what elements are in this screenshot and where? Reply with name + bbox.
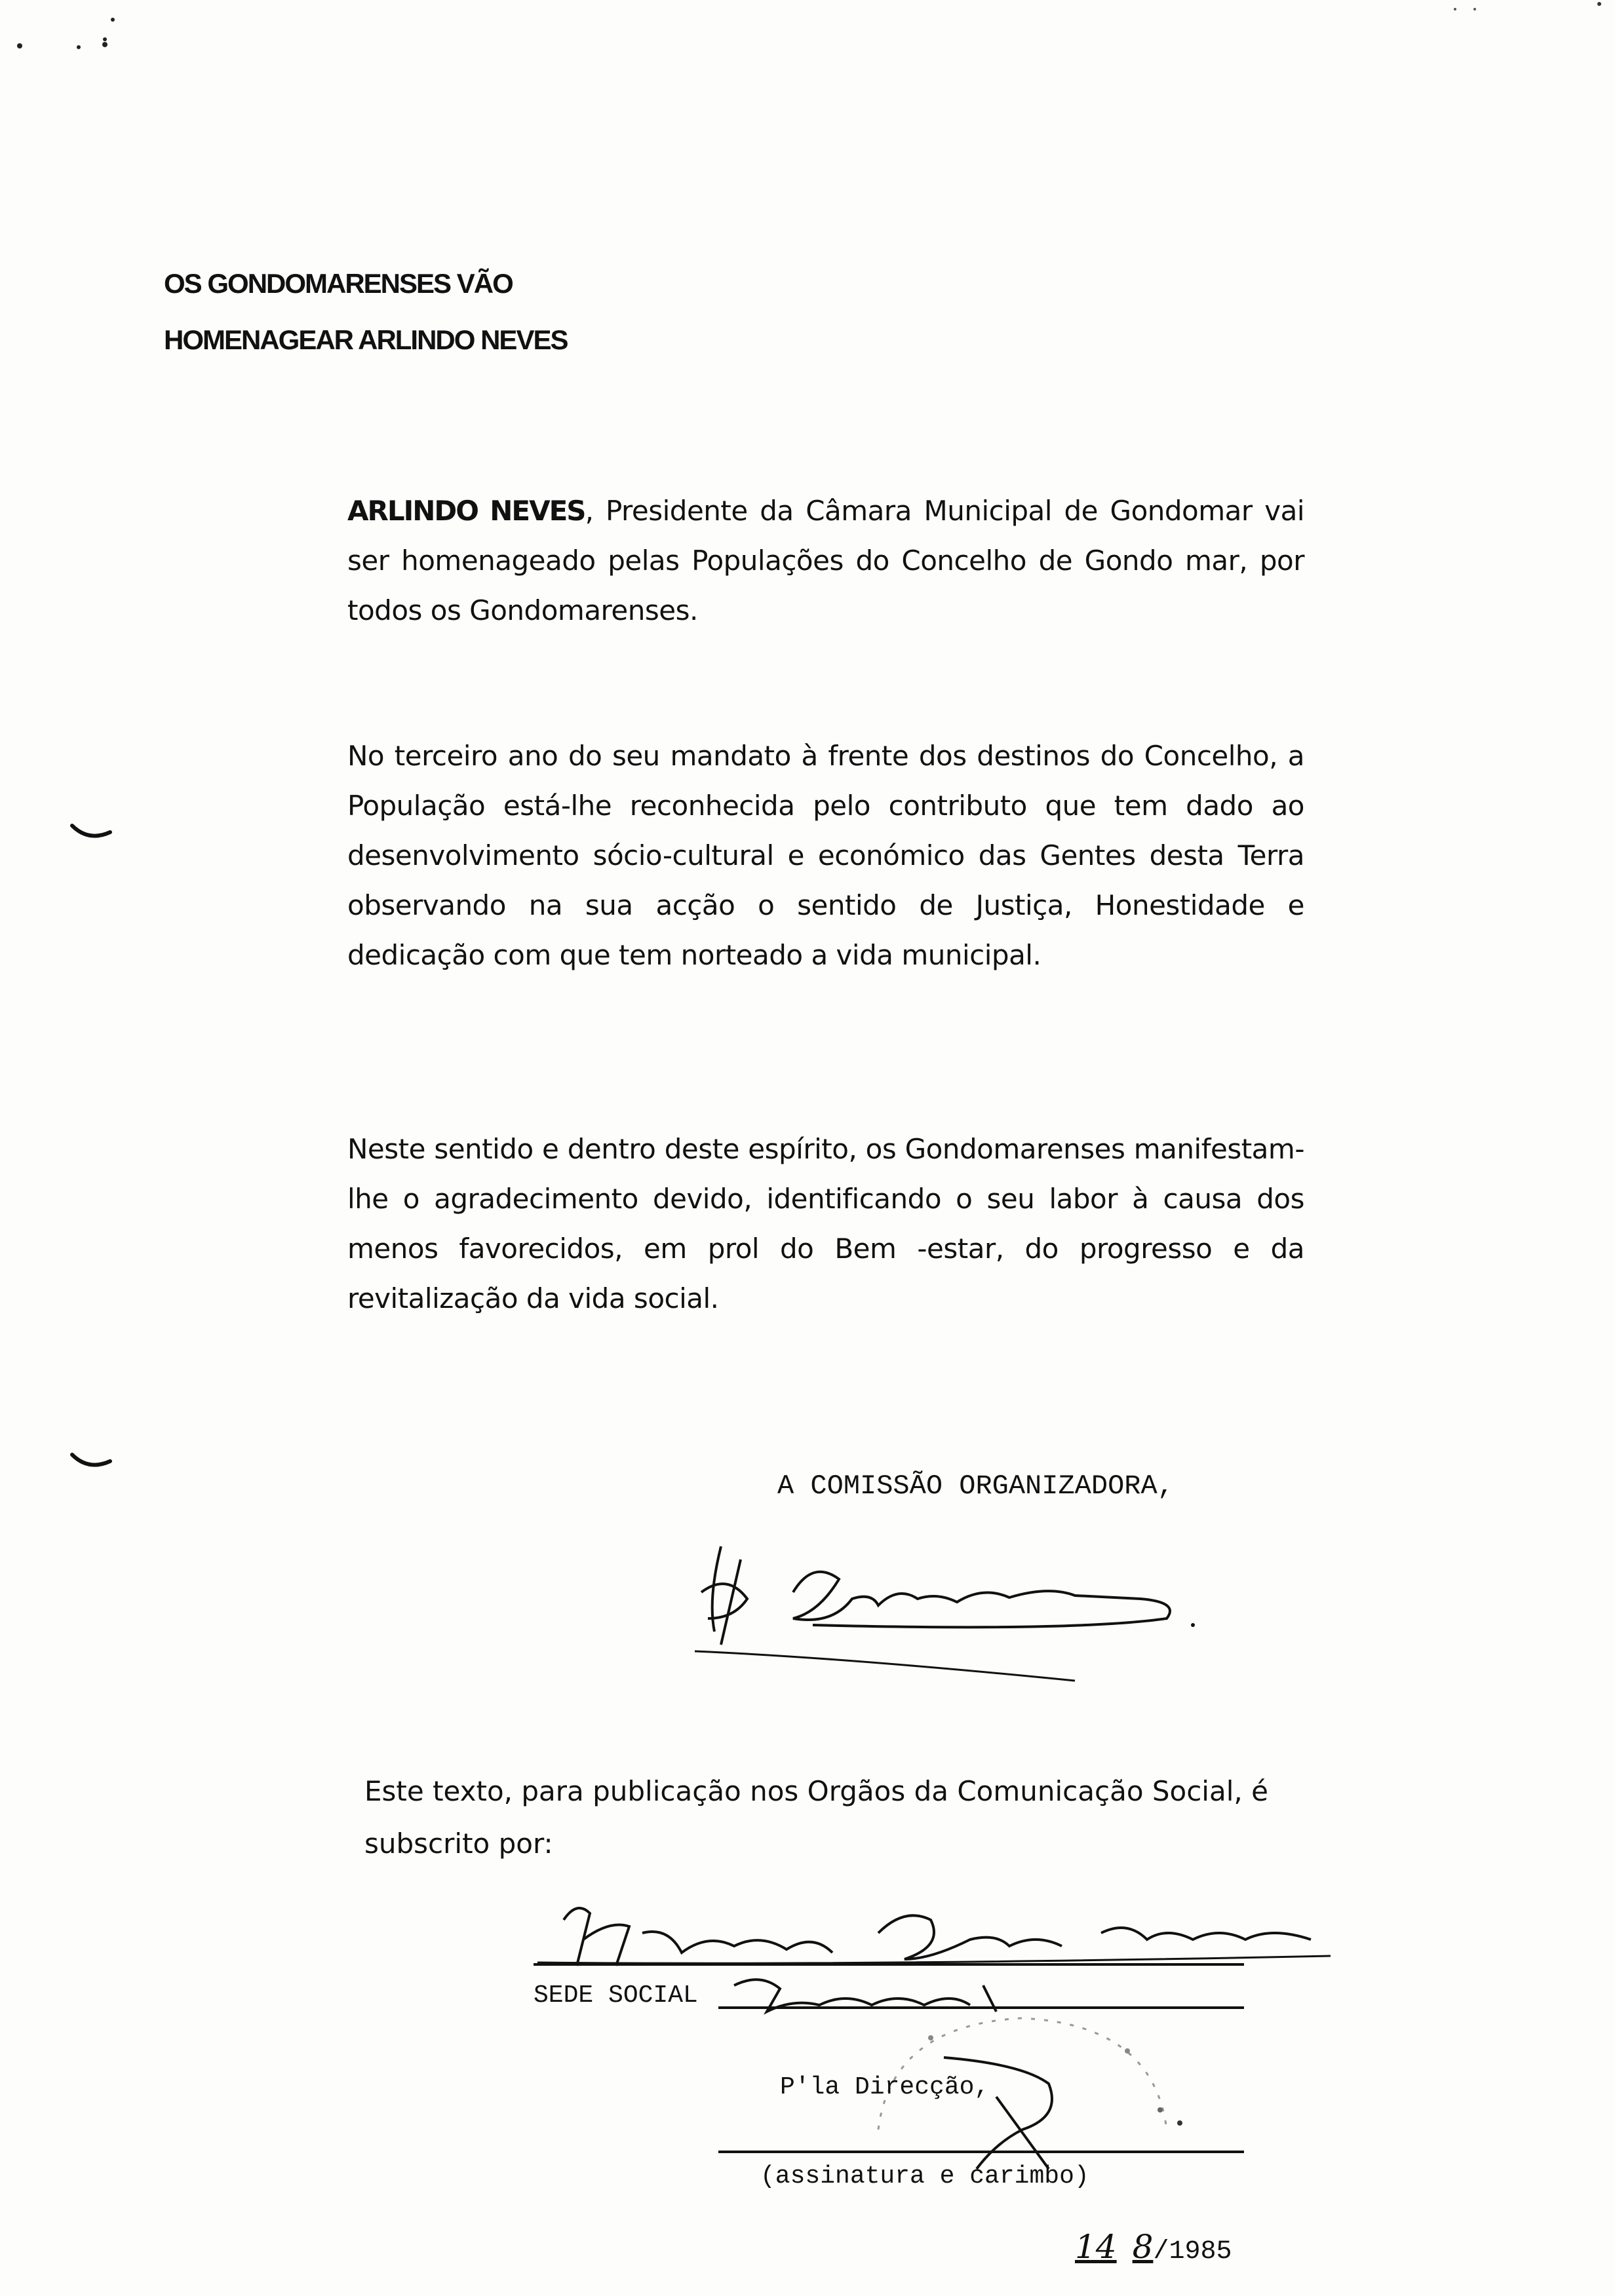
headline-line-1: OS GONDOMARENSES VÃO (164, 268, 513, 299)
committee-label: A COMISSÃO ORGANIZADORA, (777, 1470, 1174, 1502)
footer-text: Este texto, para publicação nos Orgãos da Comunicação Social, é subscrito por: (364, 1775, 1268, 1860)
paragraph-announcement-body: , Presidente da Câmara Municipal de Gondomar vai ser homenageado pelas Populações do Concelho de Gondo mar, por todos os Gondomarenses. (347, 495, 1304, 626)
paragraph-gratitude-body: Neste sentido e dentro deste espírito, os Gondomarenses manifestam-lhe o agradecimento devido, identificando o seu labor à causa dos menos favorecidos, em prol do Bem -estar, do progresso e da revitalização da vida social. (347, 1133, 1304, 1314)
binder-mark-lower (66, 1442, 118, 1481)
date-day: 14 (1075, 2228, 1117, 2266)
paragraph-gratitude (347, 1124, 1304, 1324)
date-month: 8 (1132, 2228, 1154, 2266)
headline-line-2: HOMENAGEAR ARLINDO NEVES (164, 324, 568, 355)
direction-label: P'la Direcção, (780, 2073, 990, 2101)
paragraph-recognition-body: No terceiro ano do seu mandato à frente dos destinos do Concelho, a População está-lhe reconhecida pelo contributo que tem dado ao desenvolvimento sócio-cultural e económico das Gentes desta Terra observando na sua acção o sentido de Justiça, Honestidade e dedicação com que tem norteado a vida municipal. (347, 740, 1304, 971)
paragraph-announcement (347, 486, 1304, 636)
committee-signature (682, 1520, 1206, 1684)
paragraph-recognition (347, 731, 1304, 980)
document-date (1075, 2228, 1232, 2267)
direction-signature (918, 2044, 1101, 2175)
headline (164, 256, 568, 368)
honoree-name: ARLINDO NEVES (347, 495, 585, 527)
date-year: /1985 (1153, 2237, 1232, 2267)
stamp-label: (assinatura e carimbo) (760, 2162, 1089, 2191)
direction-line (718, 2151, 1244, 2153)
scan-specks-top-left (0, 0, 131, 66)
binder-mark-upper (66, 813, 118, 852)
sede-social-label: SEDE SOCIAL (534, 1981, 698, 2010)
scan-specks-top-right (1442, 0, 1615, 26)
